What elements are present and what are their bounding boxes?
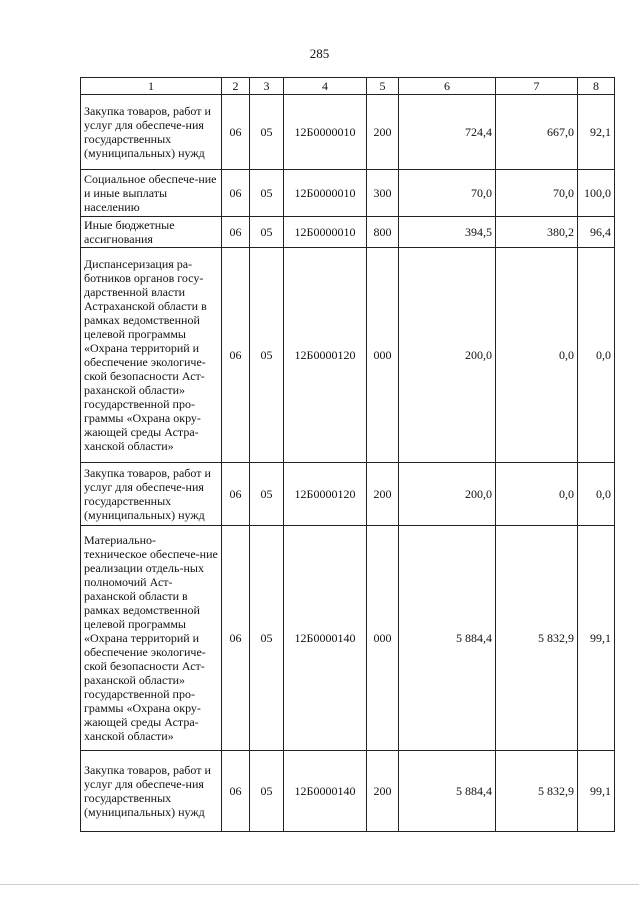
cell-expense-type: 800 (367, 217, 399, 248)
cell-expense-type: 200 (367, 751, 399, 832)
cell-value-8: 96,4 (578, 217, 615, 248)
table-row (81, 170, 615, 217)
cell-value-8: 92,1 (578, 95, 615, 170)
column-header: 7 (496, 78, 578, 95)
cell-section: 06 (222, 463, 250, 526)
table-row (81, 463, 615, 526)
cell-subsection: 05 (250, 526, 284, 751)
cell-target-article: 12Б0000140 (284, 526, 367, 751)
cell-target-article: 12Б0000010 (284, 170, 367, 217)
row-name: Социальное обеспече-ние и иные выплаты населению (81, 170, 222, 217)
table-header-row (81, 78, 615, 95)
cell-section: 06 (222, 248, 250, 463)
cell-section: 06 (222, 526, 250, 751)
column-header: 3 (250, 78, 284, 95)
row-name: Диспансеризация ра-ботников органов госу-дарственной власти Астраханской области в рамках ведомственной целевой программы «Охрана территорий и обеспечение экологиче-ской безопасности Аст-раханской области» государственной про-граммы «Охрана окру-жающей среды Астра-ханской области» (81, 248, 222, 463)
table-row (81, 248, 615, 463)
cell-target-article: 12Б0000120 (284, 463, 367, 526)
cell-expense-type: 000 (367, 526, 399, 751)
column-header: 4 (284, 78, 367, 95)
page-number: 285 (309, 46, 330, 61)
cell-value-7: 0,0 (496, 248, 578, 463)
column-header: 6 (399, 78, 496, 95)
cell-value-7: 0,0 (496, 463, 578, 526)
cell-section: 06 (222, 95, 250, 170)
cell-expense-type: 200 (367, 463, 399, 526)
cell-subsection: 05 (250, 170, 284, 217)
cell-expense-type: 300 (367, 170, 399, 217)
cell-expense-type: 200 (367, 95, 399, 170)
cell-value-6: 724,4 (399, 95, 496, 170)
row-name: Закупка товаров, работ и услуг для обеспече-ния государственных (муниципальных) нужд (81, 95, 222, 170)
column-header: 5 (367, 78, 399, 95)
row-name: Закупка товаров, работ и услуг для обеспече-ния государственных (муниципальных) нужд (81, 463, 222, 526)
cell-subsection: 05 (250, 751, 284, 832)
cell-section: 06 (222, 170, 250, 217)
cell-target-article: 12Б0000140 (284, 751, 367, 832)
cell-section: 06 (222, 751, 250, 832)
cell-value-8: 100,0 (578, 170, 615, 217)
cell-value-8: 99,1 (578, 526, 615, 751)
table-row (81, 217, 615, 248)
cell-value-6: 394,5 (399, 217, 496, 248)
column-header: 1 (81, 78, 222, 95)
cell-value-7: 5 832,9 (496, 751, 578, 832)
cell-value-6: 5 884,4 (399, 526, 496, 751)
cell-target-article: 12Б0000010 (284, 217, 367, 248)
cell-target-article: 12Б0000120 (284, 248, 367, 463)
budget-table (80, 77, 615, 832)
cell-subsection: 05 (250, 217, 284, 248)
cell-value-8: 0,0 (578, 463, 615, 526)
table-row (81, 526, 615, 751)
cell-subsection: 05 (250, 95, 284, 170)
cell-value-6: 70,0 (399, 170, 496, 217)
cell-expense-type: 000 (367, 248, 399, 463)
row-name: Материально-техническое обеспече-ние реализации отдель-ных полномочий Аст-раханской области в рамках ведомственной целевой программы «Охрана территорий и обеспечение экологиче-ской безопасности Аст-раханской области» государственной про-граммы «Охрана окру-жающей среды Астра-ханской области» (81, 526, 222, 751)
cell-value-6: 200,0 (399, 463, 496, 526)
cell-value-7: 70,0 (496, 170, 578, 217)
cell-subsection: 05 (250, 248, 284, 463)
page-bottom-divider (0, 884, 639, 885)
cell-value-6: 200,0 (399, 248, 496, 463)
table-row (81, 751, 615, 832)
cell-value-6: 5 884,4 (399, 751, 496, 832)
cell-value-7: 380,2 (496, 217, 578, 248)
column-header: 8 (578, 78, 615, 95)
cell-subsection: 05 (250, 463, 284, 526)
table-row (81, 95, 615, 170)
cell-value-7: 5 832,9 (496, 526, 578, 751)
cell-value-7: 667,0 (496, 95, 578, 170)
row-name: Закупка товаров, работ и услуг для обеспече-ния государственных (муниципальных) нужд (81, 751, 222, 832)
row-name: Иные бюджетные ассигнования (81, 217, 222, 248)
cell-value-8: 99,1 (578, 751, 615, 832)
cell-target-article: 12Б0000010 (284, 95, 367, 170)
cell-value-8: 0,0 (578, 248, 615, 463)
column-header: 2 (222, 78, 250, 95)
cell-section: 06 (222, 217, 250, 248)
